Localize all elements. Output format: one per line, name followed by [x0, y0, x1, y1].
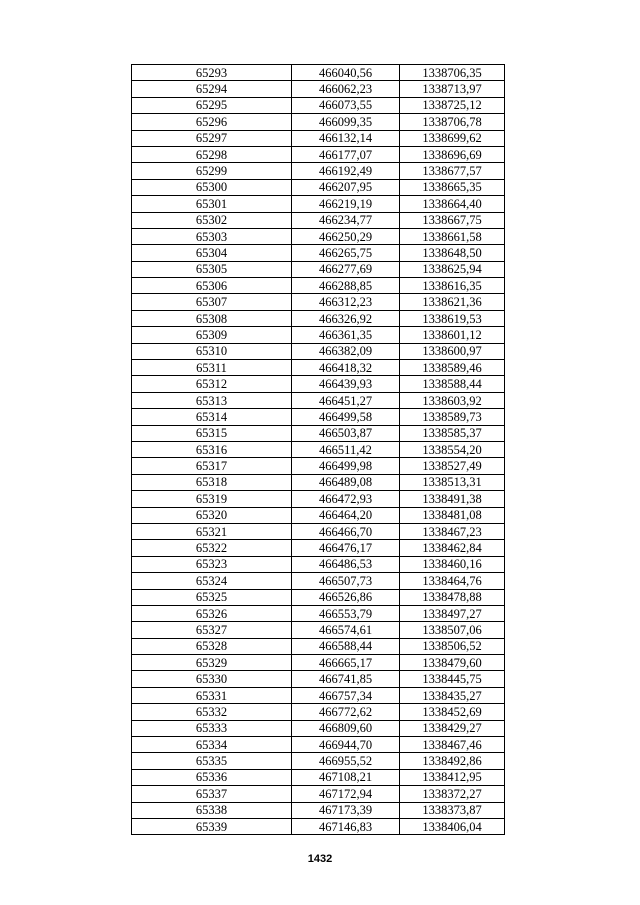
x-coordinate-cell: 466526,86	[292, 589, 400, 605]
point-number-cell: 65336	[132, 769, 292, 785]
table-row	[132, 360, 505, 376]
table-row	[132, 163, 505, 179]
point-number-cell: 65327	[132, 622, 292, 638]
y-coordinate-cell: 1338625,94	[400, 261, 505, 277]
table-row	[132, 589, 505, 605]
x-coordinate-cell: 467173,39	[292, 802, 400, 818]
table-row	[132, 720, 505, 736]
y-coordinate-cell: 1338467,46	[400, 737, 505, 753]
point-number-cell: 65337	[132, 786, 292, 802]
x-coordinate-cell: 466466,70	[292, 523, 400, 539]
y-coordinate-cell: 1338713,97	[400, 81, 505, 97]
x-coordinate-cell: 466234,77	[292, 212, 400, 228]
x-coordinate-cell: 466192,49	[292, 163, 400, 179]
x-coordinate-cell: 466665,17	[292, 655, 400, 671]
x-coordinate-cell: 466472,93	[292, 491, 400, 507]
point-number-cell: 65302	[132, 212, 292, 228]
point-number-cell: 65317	[132, 458, 292, 474]
point-number-cell: 65295	[132, 97, 292, 113]
y-coordinate-cell: 1338554,20	[400, 441, 505, 457]
x-coordinate-cell: 466499,58	[292, 409, 400, 425]
point-number-cell: 65315	[132, 425, 292, 441]
page-number: 1432	[307, 853, 333, 865]
x-coordinate-cell: 466439,93	[292, 376, 400, 392]
point-number-cell: 65320	[132, 507, 292, 523]
y-coordinate-cell: 1338462,84	[400, 540, 505, 556]
table-row	[132, 228, 505, 244]
table-row	[132, 343, 505, 359]
table-row	[132, 278, 505, 294]
y-coordinate-cell: 1338665,35	[400, 179, 505, 195]
point-number-cell: 65316	[132, 441, 292, 457]
x-coordinate-cell: 466312,23	[292, 294, 400, 310]
table-row	[132, 245, 505, 261]
x-coordinate-cell: 467146,83	[292, 818, 400, 834]
x-coordinate-cell: 466507,73	[292, 573, 400, 589]
x-coordinate-cell: 466073,55	[292, 97, 400, 113]
table-row	[132, 737, 505, 753]
point-number-cell: 65297	[132, 130, 292, 146]
coordinate-table	[131, 64, 505, 835]
point-number-cell: 65331	[132, 687, 292, 703]
x-coordinate-cell: 466326,92	[292, 310, 400, 326]
y-coordinate-cell: 1338603,92	[400, 392, 505, 408]
x-coordinate-cell: 467172,94	[292, 786, 400, 802]
x-coordinate-cell: 466099,35	[292, 114, 400, 130]
table-row	[132, 671, 505, 687]
y-coordinate-cell: 1338481,08	[400, 507, 505, 523]
point-number-cell: 65328	[132, 638, 292, 654]
y-coordinate-cell: 1338507,06	[400, 622, 505, 638]
table-row	[132, 622, 505, 638]
table-row	[132, 769, 505, 785]
table-row	[132, 81, 505, 97]
point-number-cell: 65310	[132, 343, 292, 359]
x-coordinate-cell: 466499,98	[292, 458, 400, 474]
x-coordinate-cell: 466207,95	[292, 179, 400, 195]
point-number-cell: 65301	[132, 196, 292, 212]
y-coordinate-cell: 1338706,35	[400, 65, 505, 81]
y-coordinate-cell: 1338600,97	[400, 343, 505, 359]
y-coordinate-cell: 1338699,62	[400, 130, 505, 146]
x-coordinate-cell: 466476,17	[292, 540, 400, 556]
table-row	[132, 327, 505, 343]
point-number-cell: 65330	[132, 671, 292, 687]
y-coordinate-cell: 1338506,52	[400, 638, 505, 654]
x-coordinate-cell: 466772,62	[292, 704, 400, 720]
point-number-cell: 65312	[132, 376, 292, 392]
y-coordinate-cell: 1338664,40	[400, 196, 505, 212]
table-row	[132, 556, 505, 572]
table-row	[132, 491, 505, 507]
table-row	[132, 458, 505, 474]
table-row	[132, 704, 505, 720]
x-coordinate-cell: 466250,29	[292, 228, 400, 244]
x-coordinate-cell: 466489,08	[292, 474, 400, 490]
point-number-cell: 65334	[132, 737, 292, 753]
x-coordinate-cell: 466741,85	[292, 671, 400, 687]
x-coordinate-cell: 466288,85	[292, 278, 400, 294]
point-number-cell: 65326	[132, 605, 292, 621]
table-row	[132, 114, 505, 130]
point-number-cell: 65293	[132, 65, 292, 81]
table-row	[132, 425, 505, 441]
y-coordinate-cell: 1338706,78	[400, 114, 505, 130]
y-coordinate-cell: 1338406,04	[400, 818, 505, 834]
x-coordinate-cell: 466265,75	[292, 245, 400, 261]
y-coordinate-cell: 1338513,31	[400, 474, 505, 490]
point-number-cell: 65309	[132, 327, 292, 343]
table-row	[132, 97, 505, 113]
point-number-cell: 65335	[132, 753, 292, 769]
y-coordinate-cell: 1338588,44	[400, 376, 505, 392]
x-coordinate-cell: 466451,27	[292, 392, 400, 408]
table-row	[132, 212, 505, 228]
point-number-cell: 65322	[132, 540, 292, 556]
y-coordinate-cell: 1338661,58	[400, 228, 505, 244]
y-coordinate-cell: 1338589,73	[400, 409, 505, 425]
y-coordinate-cell: 1338601,12	[400, 327, 505, 343]
table-row	[132, 818, 505, 834]
point-number-cell: 65300	[132, 179, 292, 195]
x-coordinate-cell: 466944,70	[292, 737, 400, 753]
x-coordinate-cell: 466574,61	[292, 622, 400, 638]
table-row	[132, 786, 505, 802]
point-number-cell: 65321	[132, 523, 292, 539]
y-coordinate-cell: 1338464,76	[400, 573, 505, 589]
point-number-cell: 65298	[132, 146, 292, 162]
point-number-cell: 65324	[132, 573, 292, 589]
y-coordinate-cell: 1338648,50	[400, 245, 505, 261]
table-row	[132, 687, 505, 703]
table-row	[132, 441, 505, 457]
point-number-cell: 65332	[132, 704, 292, 720]
x-coordinate-cell: 466177,07	[292, 146, 400, 162]
table-row	[132, 130, 505, 146]
point-number-cell: 65329	[132, 655, 292, 671]
y-coordinate-cell: 1338478,88	[400, 589, 505, 605]
y-coordinate-cell: 1338429,27	[400, 720, 505, 736]
x-coordinate-cell: 466062,23	[292, 81, 400, 97]
x-coordinate-cell: 466486,53	[292, 556, 400, 572]
table-row	[132, 294, 505, 310]
y-coordinate-cell: 1338677,57	[400, 163, 505, 179]
y-coordinate-cell: 1338491,38	[400, 491, 505, 507]
y-coordinate-cell: 1338445,75	[400, 671, 505, 687]
y-coordinate-cell: 1338619,53	[400, 310, 505, 326]
y-coordinate-cell: 1338412,95	[400, 769, 505, 785]
coordinate-table-body	[132, 65, 505, 835]
point-number-cell: 65299	[132, 163, 292, 179]
y-coordinate-cell: 1338372,27	[400, 786, 505, 802]
point-number-cell: 65319	[132, 491, 292, 507]
y-coordinate-cell: 1338435,27	[400, 687, 505, 703]
y-coordinate-cell: 1338616,35	[400, 278, 505, 294]
y-coordinate-cell: 1338467,23	[400, 523, 505, 539]
x-coordinate-cell: 466757,34	[292, 687, 400, 703]
table-row	[132, 392, 505, 408]
point-number-cell: 65296	[132, 114, 292, 130]
x-coordinate-cell: 467108,21	[292, 769, 400, 785]
x-coordinate-cell: 466503,87	[292, 425, 400, 441]
y-coordinate-cell: 1338527,49	[400, 458, 505, 474]
table-row	[132, 605, 505, 621]
point-number-cell: 65307	[132, 294, 292, 310]
table-row	[132, 146, 505, 162]
point-number-cell: 65304	[132, 245, 292, 261]
x-coordinate-cell: 466809,60	[292, 720, 400, 736]
y-coordinate-cell: 1338585,37	[400, 425, 505, 441]
point-number-cell: 65314	[132, 409, 292, 425]
table-row	[132, 376, 505, 392]
x-coordinate-cell: 466588,44	[292, 638, 400, 654]
point-number-cell: 65311	[132, 360, 292, 376]
point-number-cell: 65303	[132, 228, 292, 244]
table-row	[132, 179, 505, 195]
y-coordinate-cell: 1338497,27	[400, 605, 505, 621]
table-row	[132, 507, 505, 523]
table-row	[132, 540, 505, 556]
table-row	[132, 409, 505, 425]
table-row	[132, 310, 505, 326]
table-row	[132, 655, 505, 671]
table-row	[132, 474, 505, 490]
table-row	[132, 802, 505, 818]
x-coordinate-cell: 466277,69	[292, 261, 400, 277]
y-coordinate-cell: 1338479,60	[400, 655, 505, 671]
x-coordinate-cell: 466955,52	[292, 753, 400, 769]
x-coordinate-cell: 466464,20	[292, 507, 400, 523]
y-coordinate-cell: 1338492,86	[400, 753, 505, 769]
table-row	[132, 261, 505, 277]
table-row	[132, 65, 505, 81]
y-coordinate-cell: 1338452,69	[400, 704, 505, 720]
x-coordinate-cell: 466418,32	[292, 360, 400, 376]
y-coordinate-cell: 1338589,46	[400, 360, 505, 376]
point-number-cell: 65306	[132, 278, 292, 294]
x-coordinate-cell: 466511,42	[292, 441, 400, 457]
x-coordinate-cell: 466132,14	[292, 130, 400, 146]
y-coordinate-cell: 1338667,75	[400, 212, 505, 228]
point-number-cell: 65339	[132, 818, 292, 834]
x-coordinate-cell: 466361,35	[292, 327, 400, 343]
table-row	[132, 638, 505, 654]
table-row	[132, 753, 505, 769]
point-number-cell: 65313	[132, 392, 292, 408]
y-coordinate-cell: 1338696,69	[400, 146, 505, 162]
y-coordinate-cell: 1338725,12	[400, 97, 505, 113]
point-number-cell: 65294	[132, 81, 292, 97]
x-coordinate-cell: 466553,79	[292, 605, 400, 621]
y-coordinate-cell: 1338621,36	[400, 294, 505, 310]
point-number-cell: 65325	[132, 589, 292, 605]
table-row	[132, 573, 505, 589]
table-row	[132, 196, 505, 212]
point-number-cell: 65333	[132, 720, 292, 736]
point-number-cell: 65323	[132, 556, 292, 572]
point-number-cell: 65305	[132, 261, 292, 277]
y-coordinate-cell: 1338460,16	[400, 556, 505, 572]
y-coordinate-cell: 1338373,87	[400, 802, 505, 818]
point-number-cell: 65318	[132, 474, 292, 490]
x-coordinate-cell: 466040,56	[292, 65, 400, 81]
x-coordinate-cell: 466382,09	[292, 343, 400, 359]
point-number-cell: 65338	[132, 802, 292, 818]
x-coordinate-cell: 466219,19	[292, 196, 400, 212]
table-row	[132, 523, 505, 539]
point-number-cell: 65308	[132, 310, 292, 326]
